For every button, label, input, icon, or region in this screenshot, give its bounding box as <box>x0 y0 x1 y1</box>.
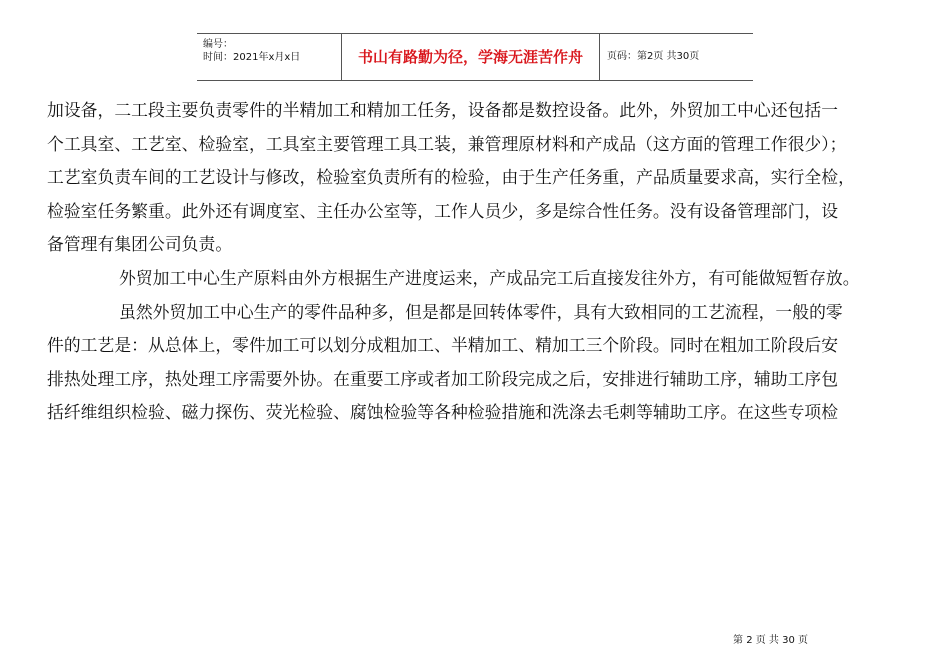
paragraph-line: 备管理有集团公司负责。 <box>47 234 233 255</box>
page-header <box>197 33 753 81</box>
header-date-label: 时间：2021年x月x日 <box>203 52 301 63</box>
paragraph-line: 加设备，二工段主要负责零件的半精加工和精加工任务，设备都是数控设备。此外，外贸加工中心还包括一 <box>47 100 839 120</box>
paragraph-line: 检验室任务繁重。此外还有调度室、主任办公室等，工作人员少，多是综合性任务。没有设备管理部门，设 <box>47 200 839 221</box>
paragraph-line: 虽然外贸加工中心生产的零件品种多，但是都是回转体零件，具有大致相同的工艺流程，一般的零 <box>119 301 843 322</box>
paragraph-line: 括纤维组织检验、磁力探伤、荧光检验、腐蚀检验等各种检验措施和洗涤去毛刺等辅助工序。在这些专项检 <box>47 402 839 423</box>
header-motto: 书山有路勤为径，学海无涯苦作舟 <box>342 34 600 80</box>
header-meta <box>197 34 342 80</box>
paragraph-line: 工艺室负责车间的工艺设计与修改，检验室负责所有的检验，由于生产任务重，产品质量要求高，实行全检， <box>47 167 855 188</box>
document-body <box>47 94 907 430</box>
paragraph-line: 件的工艺是：从总体上，零件加工可以划分成粗加工、半精加工、精加工三个阶段。同时在粗加工阶段后安 <box>47 335 839 356</box>
paragraph-line: 排热处理工序，热处理工序需要外协。在重要工序或者加工阶段完成之后，安排进行辅助工序，辅助工序包 <box>47 368 839 389</box>
paragraph-line: 外贸加工中心生产原料由外方根据生产进度运来，产成品完工后直接发往外方，有可能做短暂存放。 <box>119 267 860 288</box>
page-footer: 第 2 页 共 30 页 <box>733 635 808 646</box>
paragraph-line: 个工具室、工艺室、检验室，工具室主要管理工具工装，兼管理原材料和产成品（这方面的管理工作很少）； <box>47 133 847 154</box>
header-number-label: 编号： <box>203 39 233 50</box>
header-page-label: 页码：第2页 共30页 <box>607 51 700 62</box>
